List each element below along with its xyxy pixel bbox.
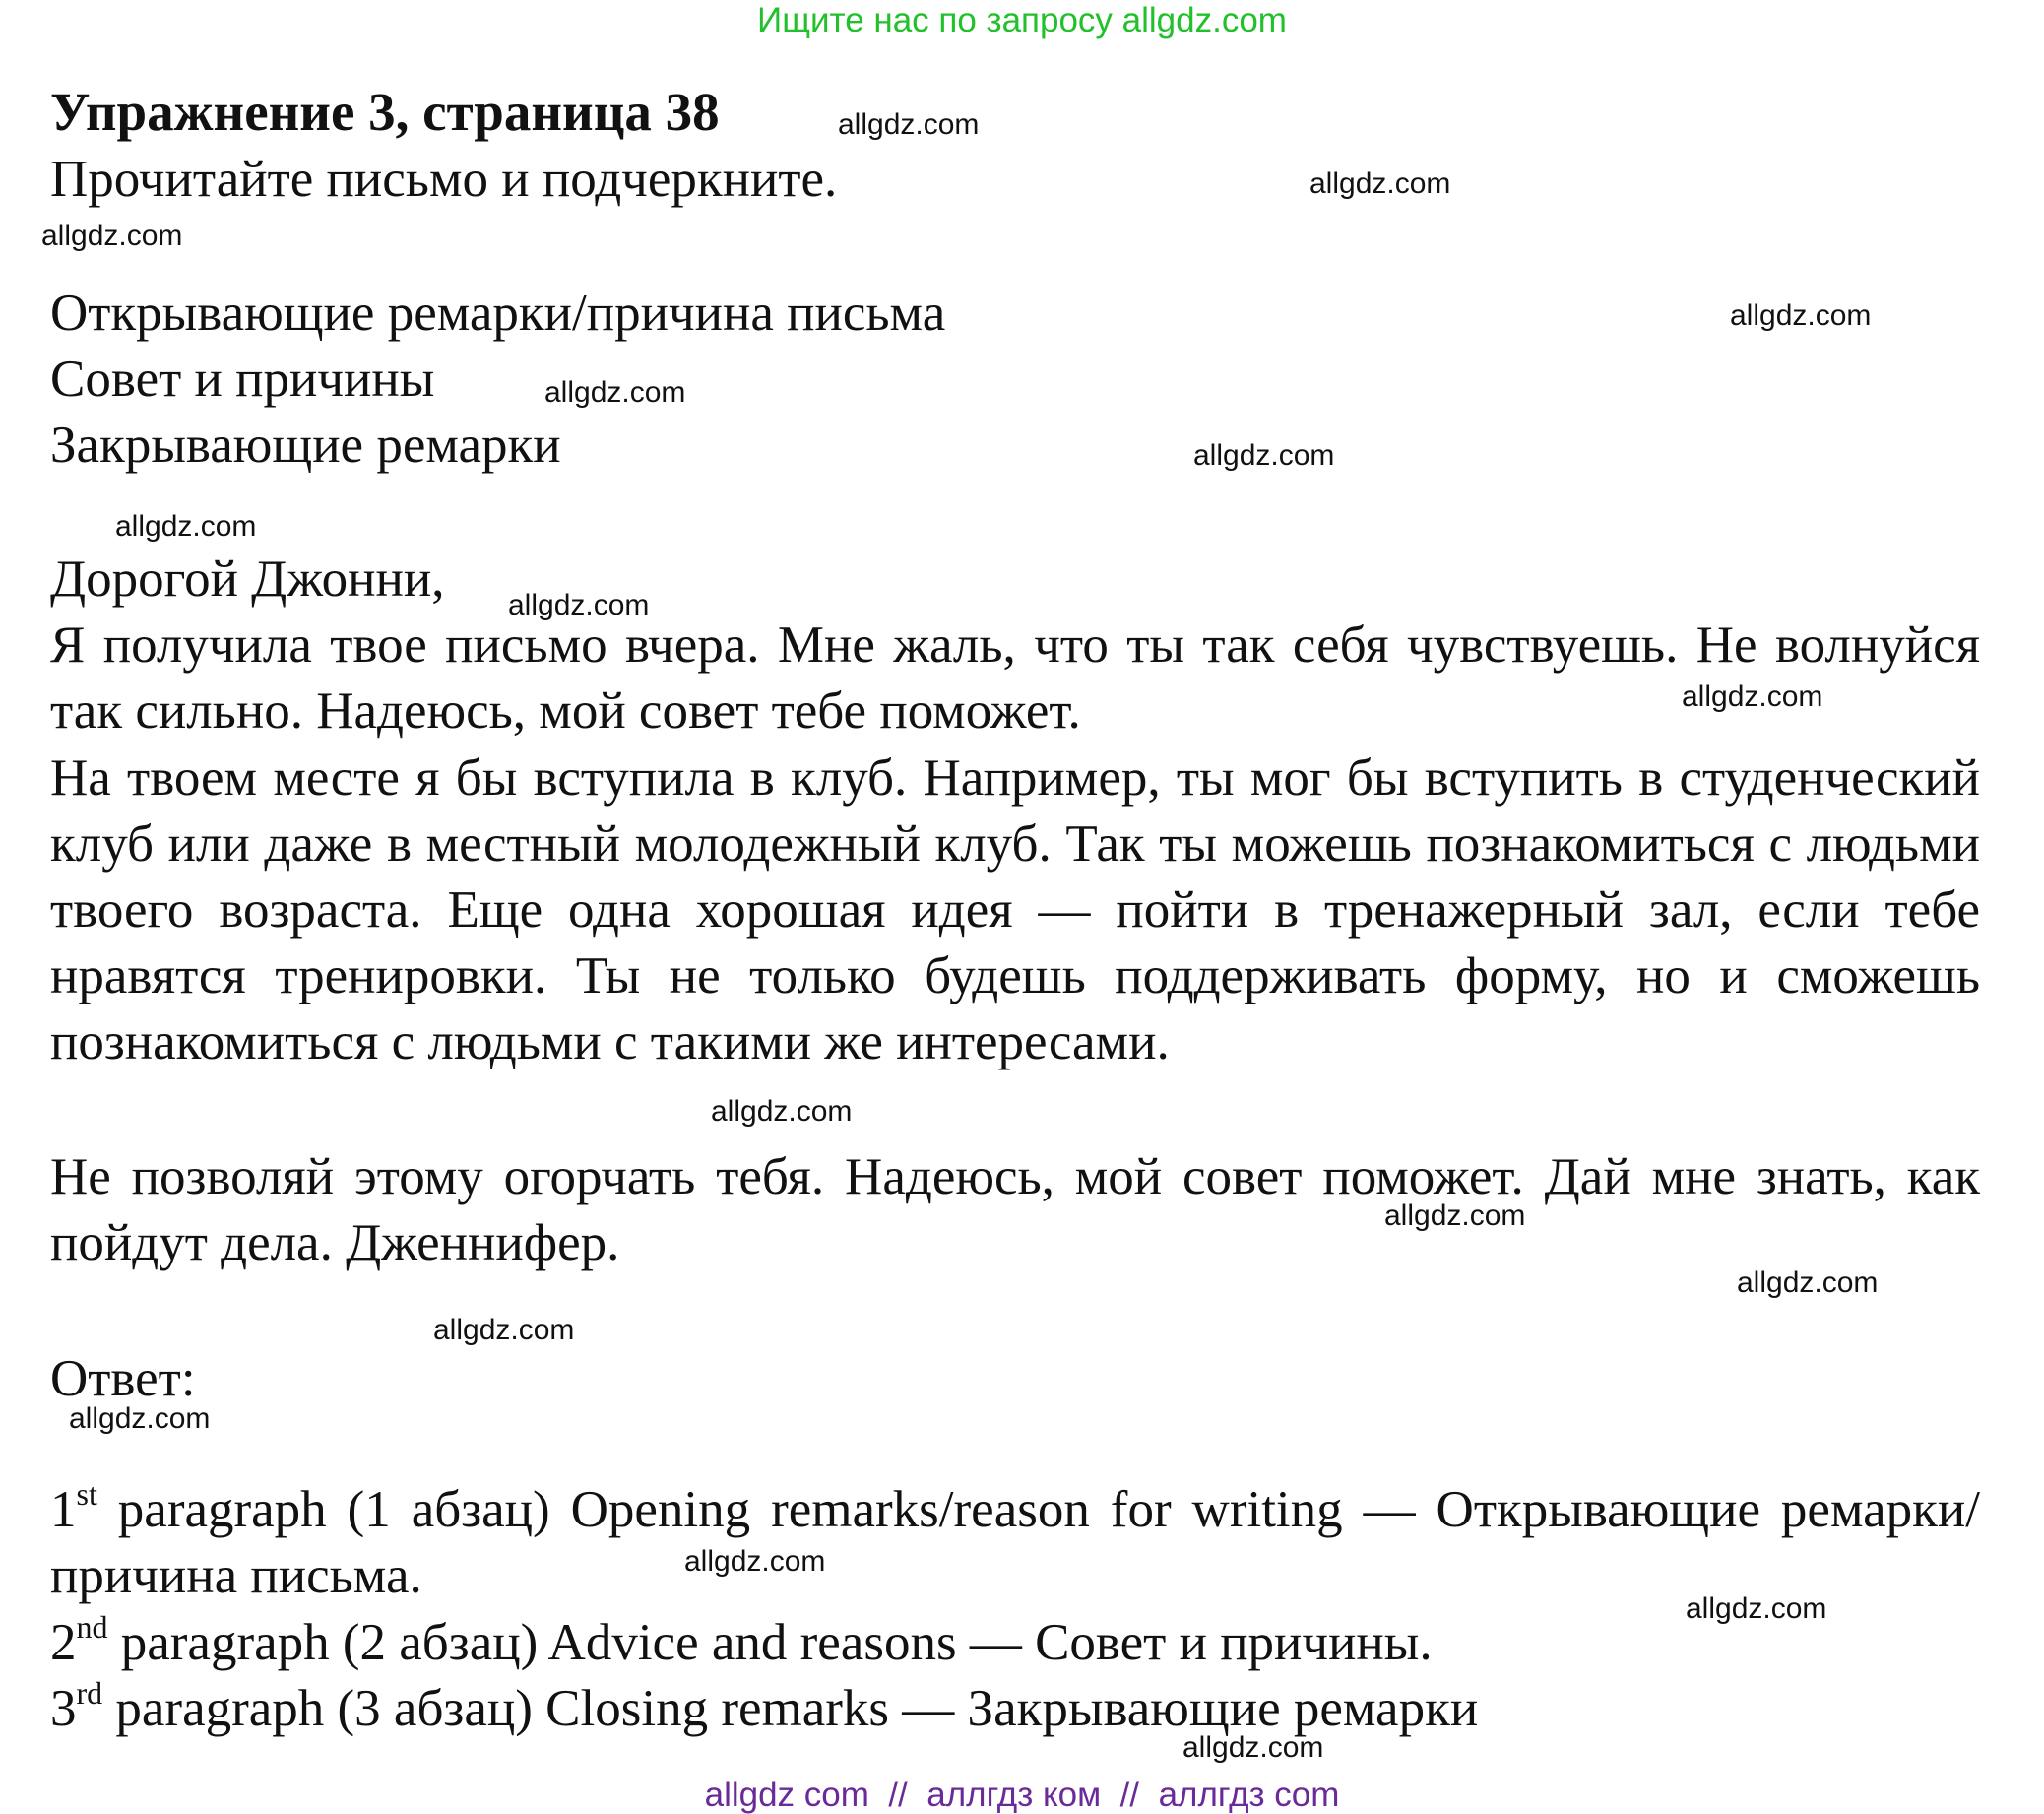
watermark: allgdz.com <box>1686 1592 1827 1625</box>
top-banner[interactable]: Ищите нас по запросу allgdz.com <box>757 1 1287 39</box>
watermark: allgdz.com <box>41 220 183 252</box>
answer-line-2 <box>50 1611 1433 1674</box>
footer-link-2[interactable]: аллгдз ком <box>926 1776 1102 1814</box>
watermark: allgdz.com <box>69 1402 211 1435</box>
watermark: allgdz.com <box>684 1545 826 1578</box>
watermark: allgdz.com <box>711 1095 853 1128</box>
watermark: allgdz.com <box>1384 1199 1526 1232</box>
answer-label: Ответ: <box>50 1350 196 1407</box>
answer-text: paragraph (3 абзац) Closing remarks — Закрывающие ремарки <box>102 1680 1479 1737</box>
watermark: allgdz.com <box>1309 167 1451 200</box>
letter-paragraph-2: На твоем месте я бы вступила в клуб. Например, ты мог бы вступить в студенческий клуб или даже в местный молодежный клуб. Так ты можешь познакомиться с людьми твоего возраста. Еще одна хорошая идея — пойти в тренажерный зал, если тебе нравятся тренировки. Ты не только будешь поддерживать форму, но и сможешь познакомиться с людьми с такими же интересами. <box>50 749 1980 1070</box>
watermark: allgdz.com <box>115 510 257 543</box>
answer-text: paragraph (2 абзац) Advice and reasons — Совет и причины. <box>107 1614 1433 1671</box>
ordinal-suffix: st <box>76 1476 97 1512</box>
watermark: allgdz.com <box>1193 439 1335 472</box>
footer-link-3[interactable]: аллгдз com <box>1158 1776 1340 1814</box>
item-advice: Совет и причины <box>50 351 435 408</box>
exercise-title: Упражнение 3, страница 38 <box>50 82 720 142</box>
watermark: allgdz.com <box>544 376 686 409</box>
watermark: allgdz.com <box>508 589 650 621</box>
footer-separator: // <box>888 1776 908 1814</box>
ordinal-suffix: rd <box>76 1675 103 1711</box>
letter-greeting: Дорогой Джонни, <box>50 551 445 608</box>
item-opening: Открывающие ремарки/причина письма <box>50 285 946 342</box>
answer-num: 2 <box>50 1614 77 1671</box>
watermark: allgdz.com <box>1682 680 1823 713</box>
watermark: allgdz.com <box>1737 1266 1879 1299</box>
answer-text: paragraph (1 абзац) Opening remarks/reason for writing — Открывающие ремарки/причина письма. <box>50 1481 1980 1604</box>
watermark: allgdz.com <box>433 1314 575 1346</box>
footer-link-1[interactable]: allgdz com <box>704 1776 869 1814</box>
watermark: allgdz.com <box>1182 1731 1324 1764</box>
answer-num: 3 <box>50 1680 77 1737</box>
answer-line-1 <box>50 1477 1980 1609</box>
ordinal-suffix: nd <box>76 1609 108 1645</box>
watermark: allgdz.com <box>838 108 980 141</box>
answer-num: 1 <box>50 1481 77 1538</box>
letter-paragraph-3: Не позволяй этому огорчать тебя. Надеюсь, мой совет поможет. Дай мне знать, как пойдут дела. Дженнифер. <box>50 1148 1980 1271</box>
footer <box>0 1777 2044 1814</box>
item-closing: Закрывающие ремарки <box>50 417 561 474</box>
footer-separator: // <box>1119 1776 1140 1814</box>
watermark: allgdz.com <box>1730 299 1872 332</box>
letter-paragraph-1: Я получила твое письмо вчера. Мне жаль, что ты так себя чувствуешь. Не волнуйся так сильно. Надеюсь, мой совет тебе поможет. <box>50 616 1980 740</box>
instruction: Прочитайте письмо и подчеркните. <box>50 151 838 208</box>
